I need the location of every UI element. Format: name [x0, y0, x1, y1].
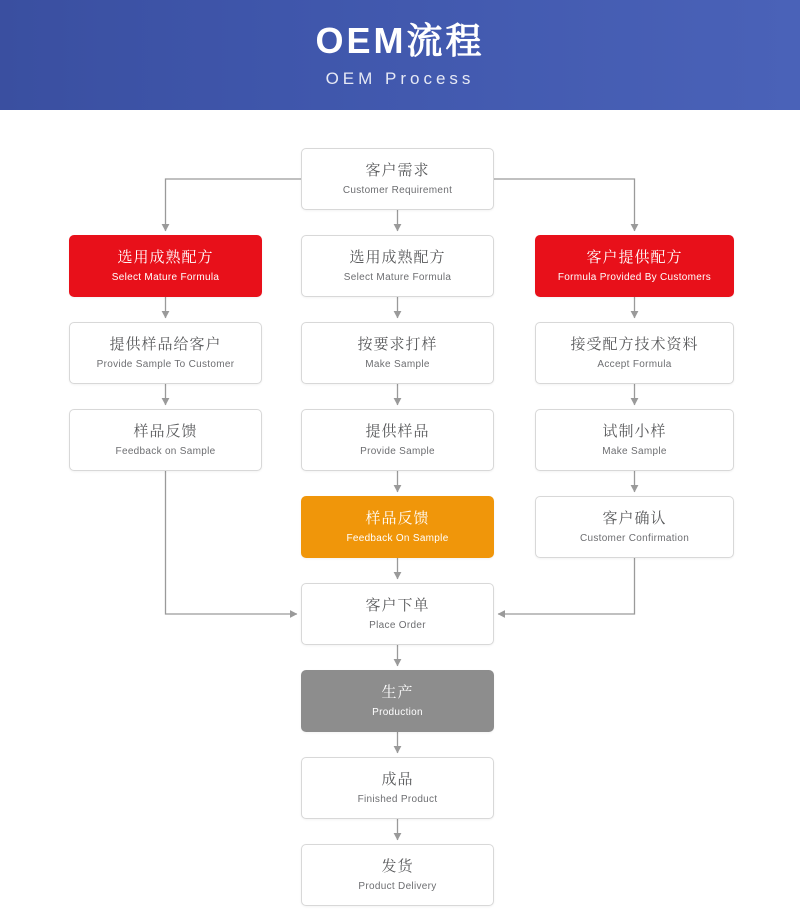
node-label-cn: 发货: [381, 858, 414, 875]
node-label-cn: 客户需求: [365, 162, 430, 179]
node-label-cn: 选用成熟配方: [349, 249, 446, 266]
node-label-en: Finished Product: [357, 794, 438, 805]
flow-node-customer-requirement[interactable]: [301, 148, 494, 210]
flow-node-provide-sample[interactable]: [301, 409, 494, 471]
flow-node-accept-formula[interactable]: [535, 322, 734, 384]
node-label-cn: 选用成熟配方: [117, 249, 214, 266]
node-label-cn: 提供样品给客户: [109, 336, 222, 353]
node-label-en: Place Order: [369, 620, 426, 631]
node-label-en: Select Mature Formula: [111, 272, 220, 283]
flow-node-place-order[interactable]: [301, 583, 494, 645]
flow-node-feedback-on-sample-left[interactable]: [69, 409, 262, 471]
node-label-en: Provide Sample To Customer: [96, 359, 235, 370]
node-label-cn: 样品反馈: [365, 510, 430, 527]
node-label-cn: 提供样品: [365, 423, 430, 440]
flow-node-select-mature-formula-center[interactable]: [301, 235, 494, 297]
node-label-cn: 生产: [381, 684, 414, 701]
node-label-en: Accept Formula: [597, 359, 672, 370]
flow-node-finished-product[interactable]: [301, 757, 494, 819]
flow-node-provide-sample-to-customer[interactable]: [69, 322, 262, 384]
flow-node-feedback-on-sample-center[interactable]: [301, 496, 494, 558]
flow-node-production[interactable]: [301, 670, 494, 732]
node-label-cn: 样品反馈: [133, 423, 198, 440]
node-label-en: Make Sample: [365, 359, 430, 370]
node-label-en: Select Mature Formula: [343, 272, 452, 283]
page-header: [0, 0, 800, 110]
node-label-cn: 客户下单: [365, 597, 430, 614]
node-label-en: Customer Confirmation: [579, 533, 690, 544]
node-label-cn: 客户确认: [602, 510, 667, 527]
node-label-en: Product Delivery: [358, 881, 437, 892]
node-label-en: Make Sample: [602, 446, 667, 457]
flow-node-select-mature-formula-left[interactable]: [69, 235, 262, 297]
node-label-en: Customer Requirement: [342, 185, 453, 196]
flow-node-customer-confirmation[interactable]: [535, 496, 734, 558]
node-label-cn: 按要求打样: [357, 336, 438, 353]
node-label-cn: 成品: [381, 771, 414, 788]
flow-node-formula-provided-by-customers[interactable]: [535, 235, 734, 297]
page-subtitle: OEM Process: [325, 68, 475, 88]
node-label-en: Feedback On Sample: [346, 533, 449, 544]
node-label-en: Provide Sample: [360, 446, 435, 457]
flowchart-canvas: [0, 110, 800, 920]
flow-node-product-delivery[interactable]: [301, 844, 494, 906]
node-label-en: Production: [372, 707, 423, 718]
node-label-cn: 试制小样: [602, 423, 667, 440]
page-title: OEM流程: [315, 20, 485, 62]
node-label-cn: 客户提供配方: [586, 249, 683, 266]
node-label-en: Formula Provided By Customers: [557, 272, 712, 283]
flow-node-make-sample-on-request[interactable]: [301, 322, 494, 384]
node-label-cn: 接受配方技术资料: [570, 336, 699, 353]
node-label-en: Feedback on Sample: [115, 446, 216, 457]
flow-node-make-trial-sample[interactable]: [535, 409, 734, 471]
